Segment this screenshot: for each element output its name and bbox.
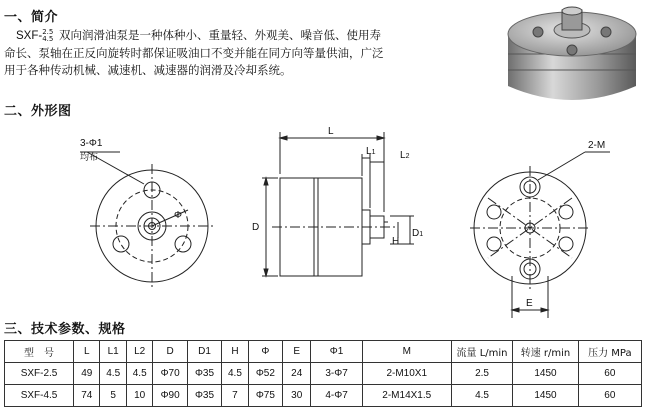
dim-D1-label: D1 [412,228,424,239]
table-cell: 30 [283,385,311,407]
table-cell: 2.5 [451,363,513,385]
table-cell: 2-M10X1 [362,363,451,385]
outline-drawing [0,118,650,318]
model-fraction [42,29,53,43]
table-cell: SXF-4.5 [5,385,74,407]
table-cell: 2-M14X1.5 [362,385,451,407]
col-header: 流量 L/min [451,341,513,363]
front-view-right [470,152,610,318]
section-title-drawing: 二、外形图 [4,104,72,119]
table-cell: 5 [100,385,127,407]
intro-text-1: 双向润滑油泵是一种体种小、重量轻、外观美、噪音低、使用寿 [55,28,381,42]
dim-L2-label: L2 [400,150,410,161]
col-header: D [153,341,187,363]
col-header: 压力 MPa [578,341,641,363]
table-row [5,385,642,407]
hole-even-label: 均布 [80,152,99,162]
dim-L-label: L [328,126,334,137]
table-cell: 60 [578,363,641,385]
col-header: L1 [100,341,127,363]
intro-line-2: 命长、泵轴在正反向旋转时都保证吸油口不变并能在同方向等量供油，广泛 [4,46,384,60]
spec-table [4,340,642,407]
table-cell: 1450 [513,363,578,385]
table-cell: SXF-2.5 [5,363,74,385]
table-cell: Φ75 [248,385,282,407]
col-header: Φ1 [311,341,362,363]
table-cell: 4-Φ7 [311,385,362,407]
dim-L1-label: L1 [366,146,376,157]
table-cell: 4.5 [451,385,513,407]
front-view-left [80,152,214,288]
table-cell: Φ52 [248,363,282,385]
intro-paragraph [4,27,496,79]
table-cell: 74 [74,385,100,407]
col-header: 转速 r/min [513,341,578,363]
model-prefix: SXF- [16,30,43,42]
col-header: M [362,341,451,363]
table-cell: Φ35 [187,363,221,385]
model-sub: 4.5 [42,34,54,43]
col-header: L [74,341,100,363]
section-title-intro: 一、简介 [4,10,59,25]
col-header: H [222,341,249,363]
table-cell: 4.5 [100,363,127,385]
table-cell: Φ90 [153,385,187,407]
model-sup: 2.5 [42,27,54,36]
table-cell: Φ35 [187,385,221,407]
dim-H-label: H [392,236,400,247]
section-title-specs: 三、技术参数、规格 [4,322,126,337]
bolt-hole [559,237,573,251]
dim-E-label: E [526,298,533,309]
dim-D-label: D [252,222,260,233]
table-cell: 1450 [513,385,578,407]
table-cell: 24 [283,363,311,385]
bolt-hole [487,205,501,219]
col-header: L2 [126,341,153,363]
pump-photo [498,4,646,110]
col-header: D1 [187,341,221,363]
bolt-hole [113,236,129,252]
table-cell: 49 [74,363,100,385]
table-cell: 3-Φ7 [311,363,362,385]
col-header: Φ [248,341,282,363]
table-header-row [5,341,642,363]
table-cell: 7 [222,385,249,407]
side-view [262,132,414,276]
hole-count-label: 3-Φ1 [80,138,103,149]
col-header: E [283,341,311,363]
table-cell: 4.5 [222,363,249,385]
table-cell: 10 [126,385,153,407]
table-cell: Φ70 [153,363,187,385]
table-cell: 60 [578,385,641,407]
bolt-hole [487,237,501,251]
table-row [5,363,642,385]
col-header: 型 号 [5,341,74,363]
thread-count-label: 2-M [588,140,606,151]
phi-label: Φ [174,210,182,221]
intro-line-1 [16,27,496,45]
bolt-hole [559,205,573,219]
intro-line-3: 用于各种传动机械、减速机、减速器的润滑及冷却系统。 [4,63,292,77]
table-cell: 4.5 [126,363,153,385]
